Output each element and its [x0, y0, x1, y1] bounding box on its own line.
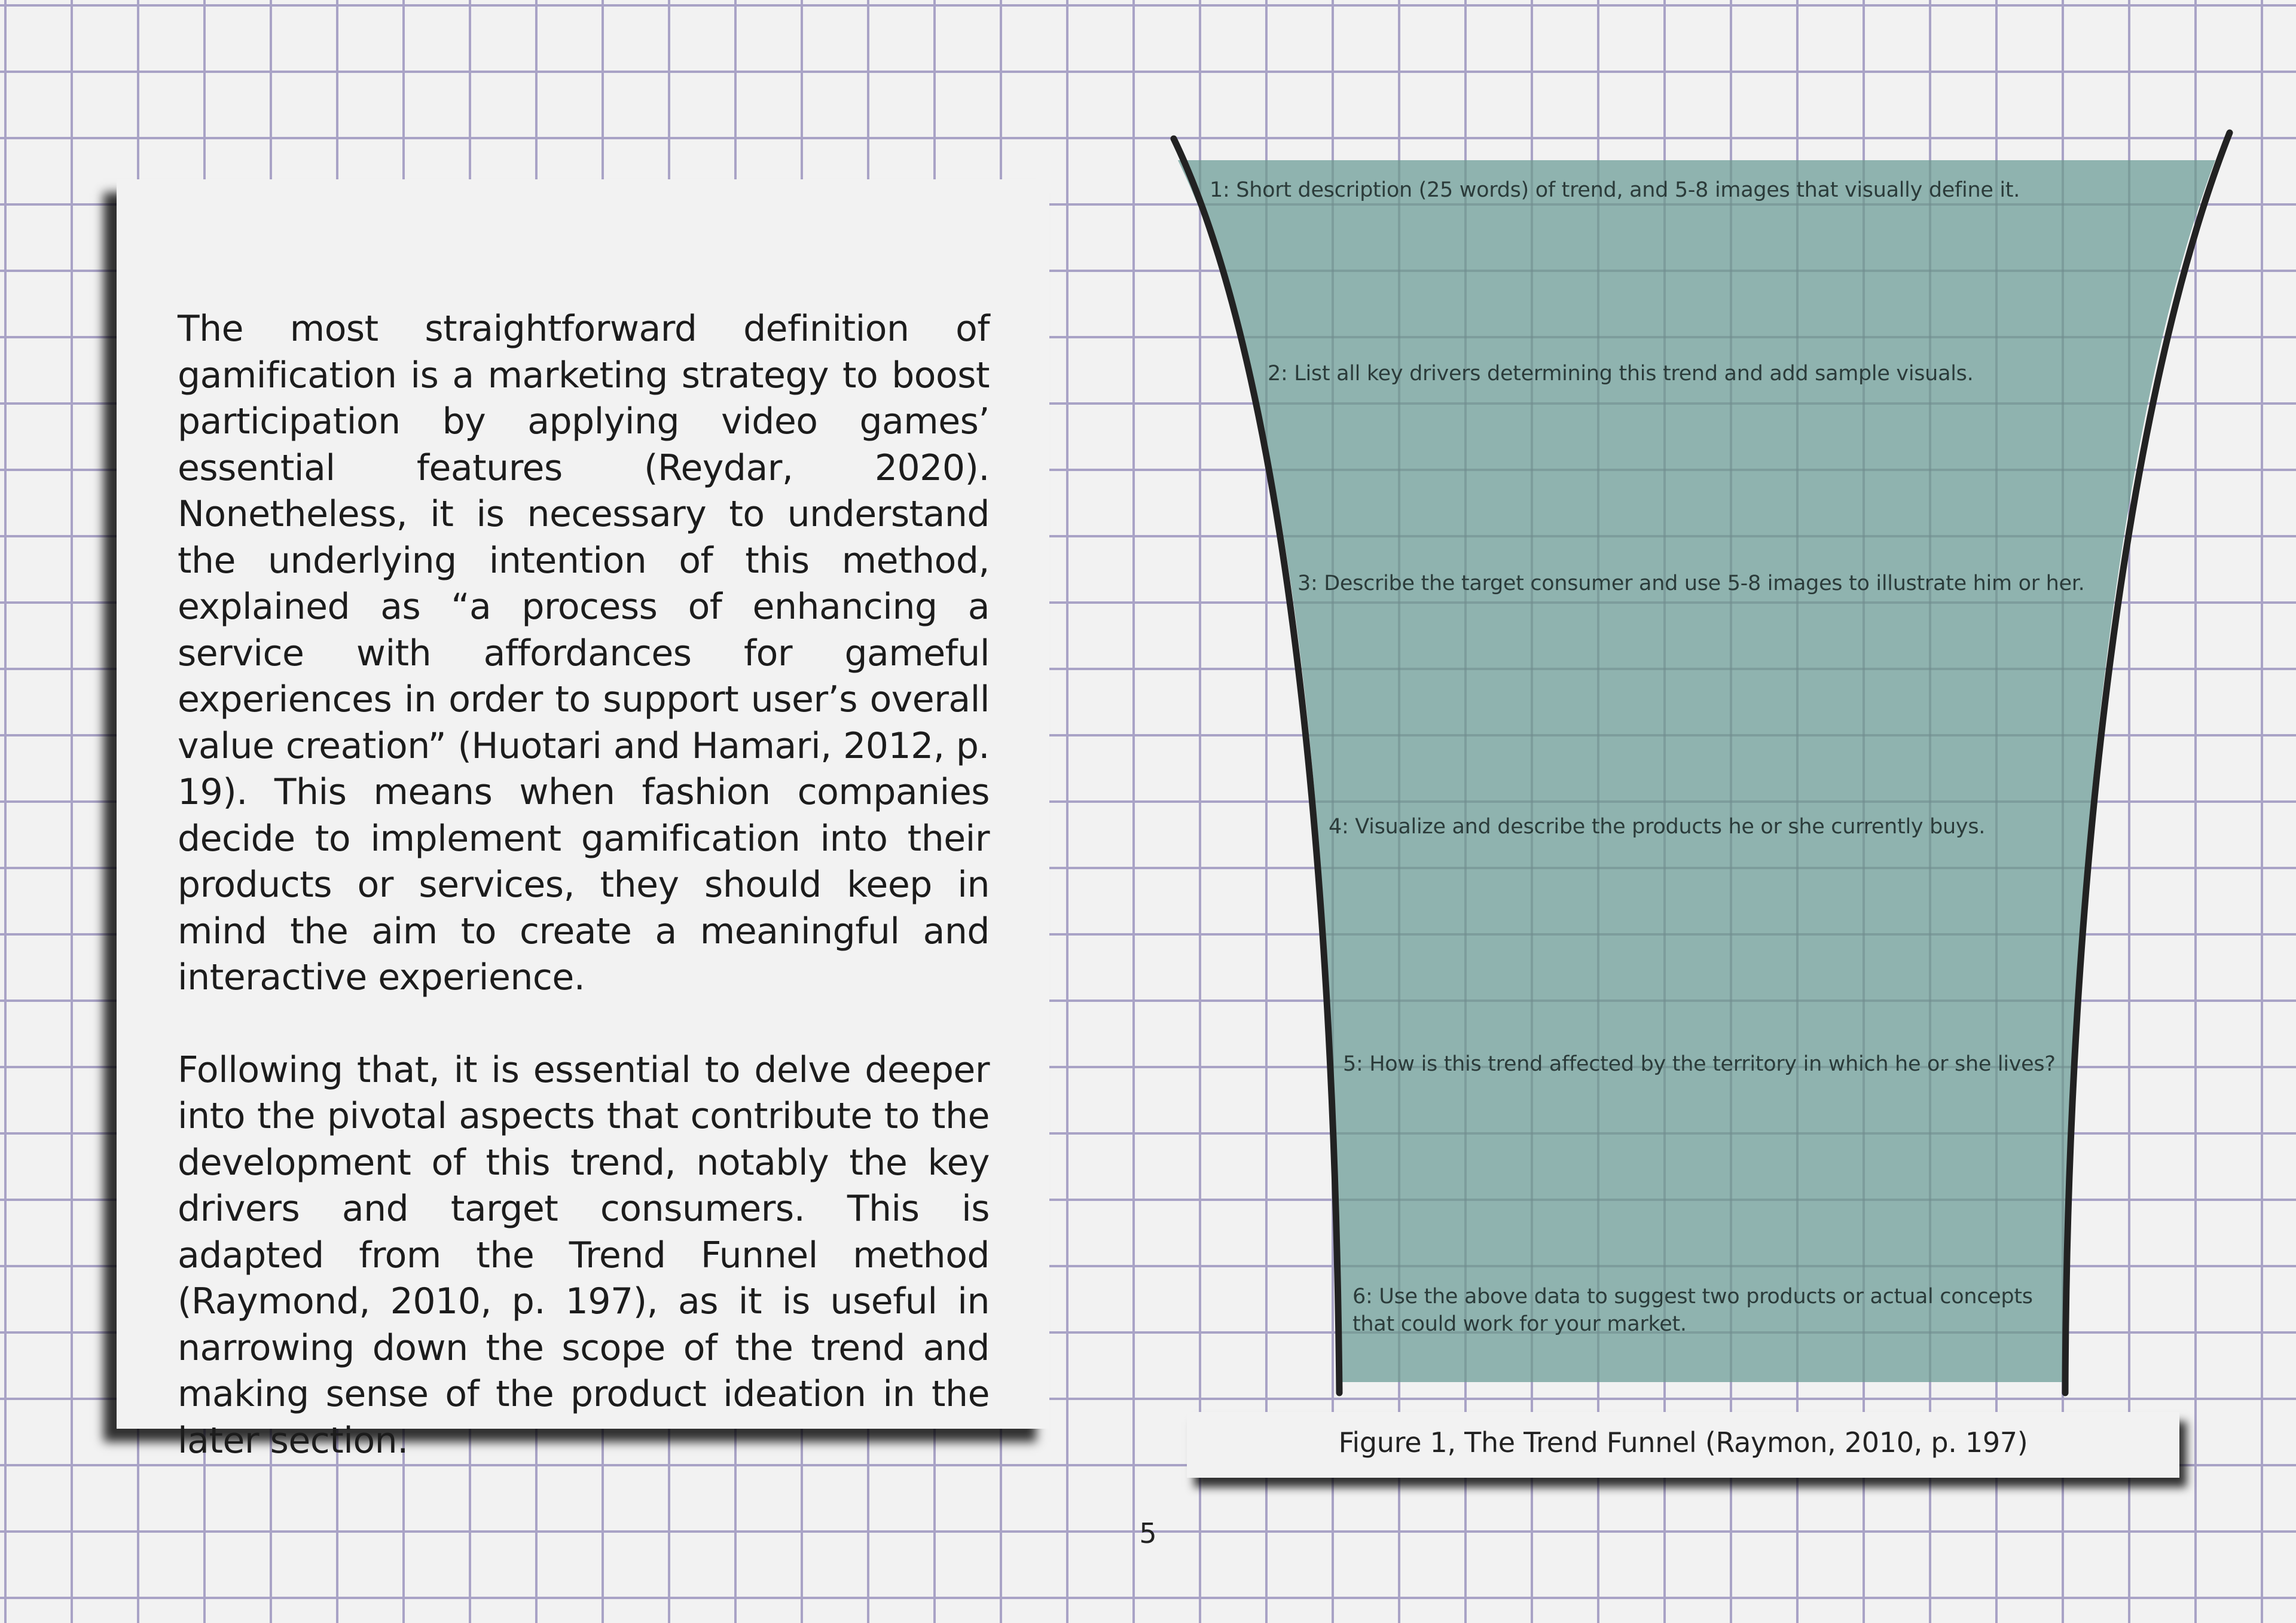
- body-paragraph-2: Following that, it is essential to delve deeper into the pivotal aspects that contribute to the development of this trend, notably the key drivers and target consumers. This is adapted from the Trend Funnel method (Raymond, 2010, p. 197), as it is useful in narrowing down the scope of the trend and making sense of the product ideation in the later section.: [178, 1049, 990, 1462]
- funnel-step-3: 3: Describe the target consumer and use 5-8 images to illustrate him or her.: [1297, 571, 2085, 595]
- body-paragraph-1: The most straightforward definition of gamification is a marketing strategy to boost participation by applying video games’ essential features (Reydar, 2020). Nonetheless, it is necessary to understand the underlying intention of this method, explained as “a process of enhancing a service with affordances for gameful experiences in order to support user’s overall value creation” (Huotari and Hamari, 2012, p. 19). This means when fashion companies decide to implement gamification into their products or services, they should keep in mind the aim to create a meaningful and interactive experience.: [178, 308, 990, 998]
- funnel-step-1: 1: Short description (25 words) of trend, and 5-8 images that visually define it.: [1210, 178, 2020, 202]
- funnel-step-6: 6: Use the above data to suggest two products or actual concepts: [1352, 1285, 2033, 1309]
- page-number: 5: [1139, 1517, 1157, 1549]
- figure-caption-box: [1187, 1412, 2179, 1478]
- funnel-step-4: 4: Visualize and describe the products he or she currently buys.: [1329, 815, 1986, 839]
- funnel-step-5: 5: How is this trend affected by the territory in which he or she lives?: [1343, 1052, 2056, 1076]
- figure-caption: Figure 1, The Trend Funnel (Raymon, 2010, p. 197): [1338, 1426, 2028, 1459]
- funnel-step-2: 2: List all key drivers determining this trend and add sample visuals.: [1268, 362, 1974, 386]
- funnel-step-6-continued: that could work for your market.: [1352, 1312, 1687, 1336]
